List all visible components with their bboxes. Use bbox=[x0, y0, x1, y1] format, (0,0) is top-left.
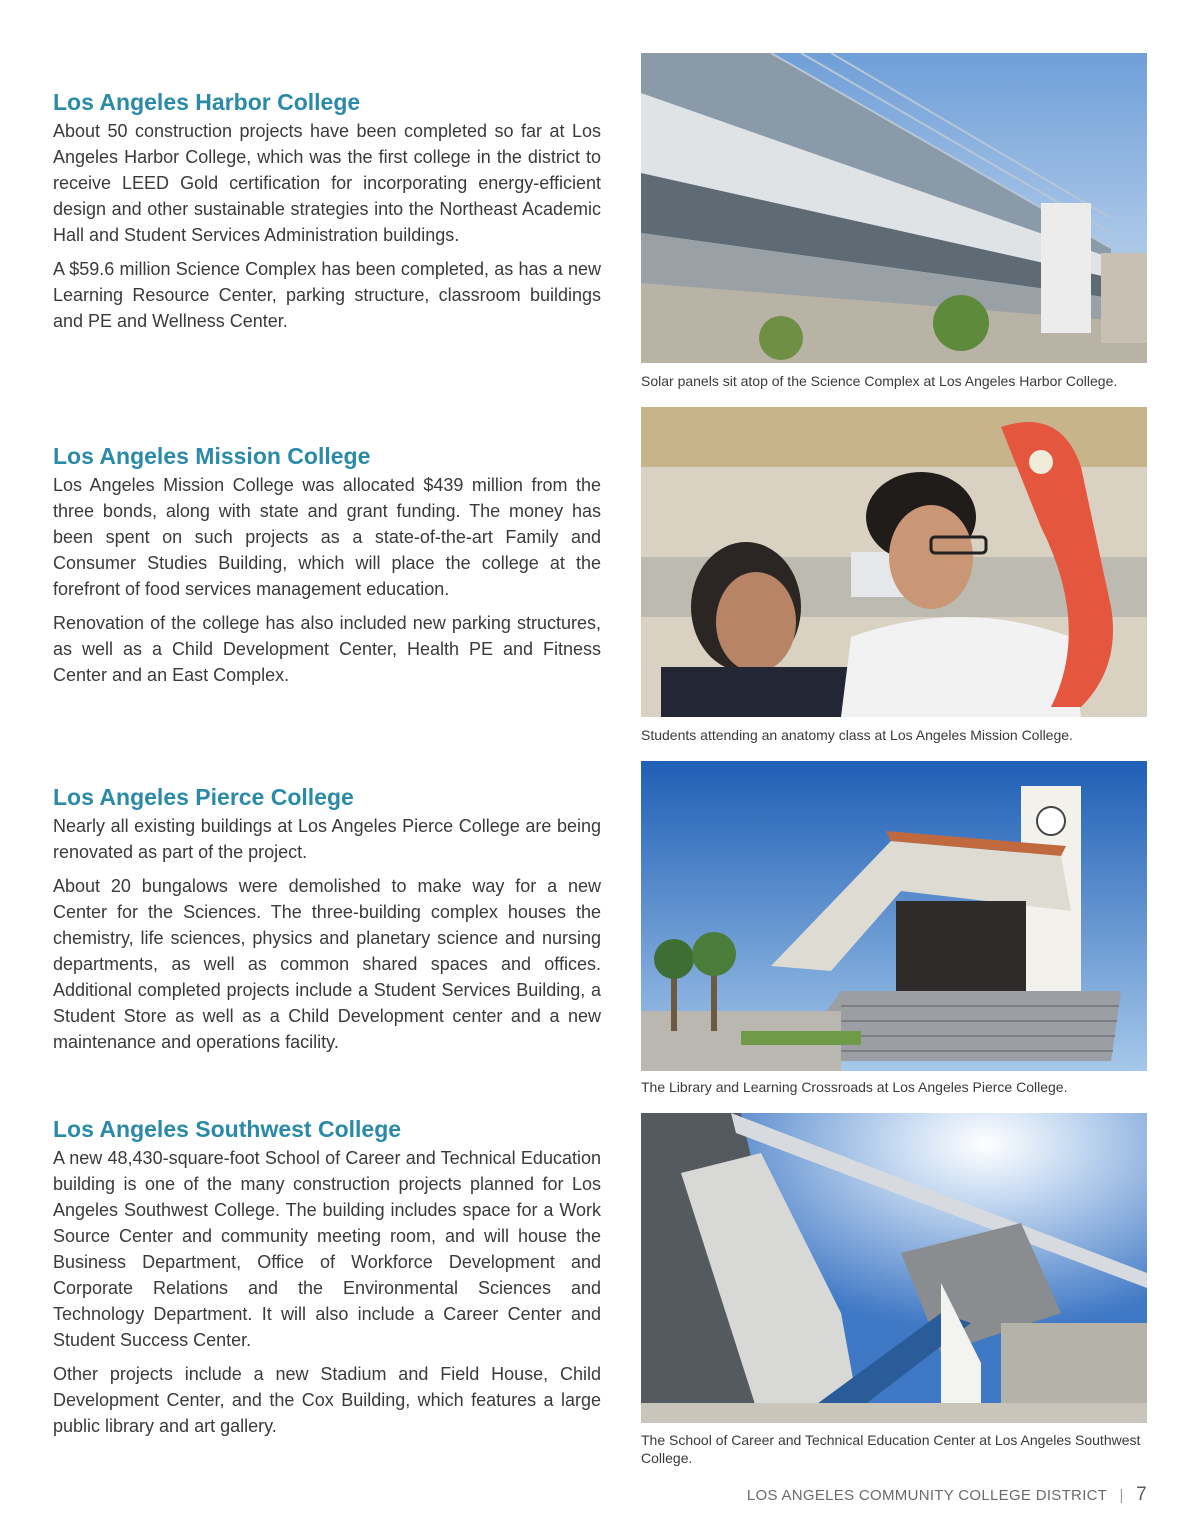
photo-caption: The Library and Learning Crossroads at Los Angeles Pierce College. bbox=[641, 1079, 1068, 1095]
section-title: Los Angeles Mission College bbox=[53, 443, 371, 469]
section-southwest-college bbox=[53, 1115, 601, 1447]
photo-caption: The School of Career and Technical Education Center at Los Angeles Southwest College. bbox=[641, 1432, 1141, 1466]
section-paragraph: Nearly all existing buildings at Los Angeles Pierce College are being renovated as part of the project. bbox=[53, 816, 601, 862]
photo-caption: Students attending an anatomy class at Los Angeles Mission College. bbox=[641, 727, 1073, 743]
page-footer bbox=[747, 1484, 1147, 1506]
section-title: Los Angeles Pierce College bbox=[53, 784, 354, 810]
building-illustration bbox=[641, 53, 1147, 363]
section-harbor-college bbox=[53, 88, 601, 342]
section-paragraph: About 50 construction projects have been completed so far at Los Angeles Harbor College, which was the first college in the district to receive LEED Gold certification for incorporating energy-efficient design and other sustainable strategies into the Northeast Academic Hall and Student Services Administration buildings. bbox=[53, 121, 601, 245]
photo-caption: Solar panels sit atop of the Science Complex at Los Angeles Harbor College. bbox=[641, 373, 1118, 389]
photo-career-center bbox=[641, 1113, 1147, 1423]
section-paragraph: A new 48,430-square-foot School of Career and Technical Education building is one of the many construction projects planned for Los Angeles Southwest College. The building includes space for a Work Source Center and community meeting room, and will house the Business Department, Office of Workforce Development and Corporate Relations and the Environmental Sciences and Technology Department. It will also include a Career Center and Student Success Center. bbox=[53, 1148, 601, 1350]
section-paragraph: Los Angeles Mission College was allocated $439 million from the three bonds, along with state and grant funding. The money has been spent on such projects as a state-of-the-art Family and Consumer Studies Building, which will place the college at the forefront of food services management education. bbox=[53, 475, 601, 599]
section-title: Los Angeles Harbor College bbox=[53, 89, 361, 115]
section-mission-college bbox=[53, 442, 601, 696]
career-center-illustration bbox=[641, 1113, 1147, 1423]
photo-library bbox=[641, 761, 1147, 1071]
section-paragraph: About 20 bungalows were demolished to make way for a new Center for the Sciences. The three-building complex houses the chemistry, life sciences, physics and planetary science and nursing departments, as well as common shared spaces and offices. Additional completed projects include a Student Services Building, a Student Store as well as a Child Development center and a new maintenance and operations facility. bbox=[53, 876, 601, 1052]
classroom-illustration bbox=[641, 407, 1147, 717]
photo-anatomy-class bbox=[641, 407, 1147, 717]
page-number: 7 bbox=[1136, 1484, 1147, 1505]
district-name: LOS ANGELES COMMUNITY COLLEGE DISTRICT bbox=[746, 1487, 1107, 1504]
section-paragraph: A $59.6 million Science Complex has been completed, as has a new Learning Resource Center, parking structure, classroom buildings and PE and Wellness Center. bbox=[53, 259, 601, 331]
section-title: Los Angeles Southwest College bbox=[53, 1116, 402, 1142]
library-illustration bbox=[641, 761, 1147, 1071]
section-pierce-college bbox=[53, 783, 601, 1063]
section-paragraph: Renovation of the college has also included new parking structures, as well as a Child Development Center, Health PE and Fitness Center and an East Complex. bbox=[53, 613, 601, 685]
footer-separator: | bbox=[1119, 1487, 1124, 1504]
photo-science-complex bbox=[641, 53, 1147, 363]
section-paragraph: Other projects include a new Stadium and Field House, Child Development Center, and the Cox Building, which features a large public library and art gallery. bbox=[53, 1364, 601, 1436]
